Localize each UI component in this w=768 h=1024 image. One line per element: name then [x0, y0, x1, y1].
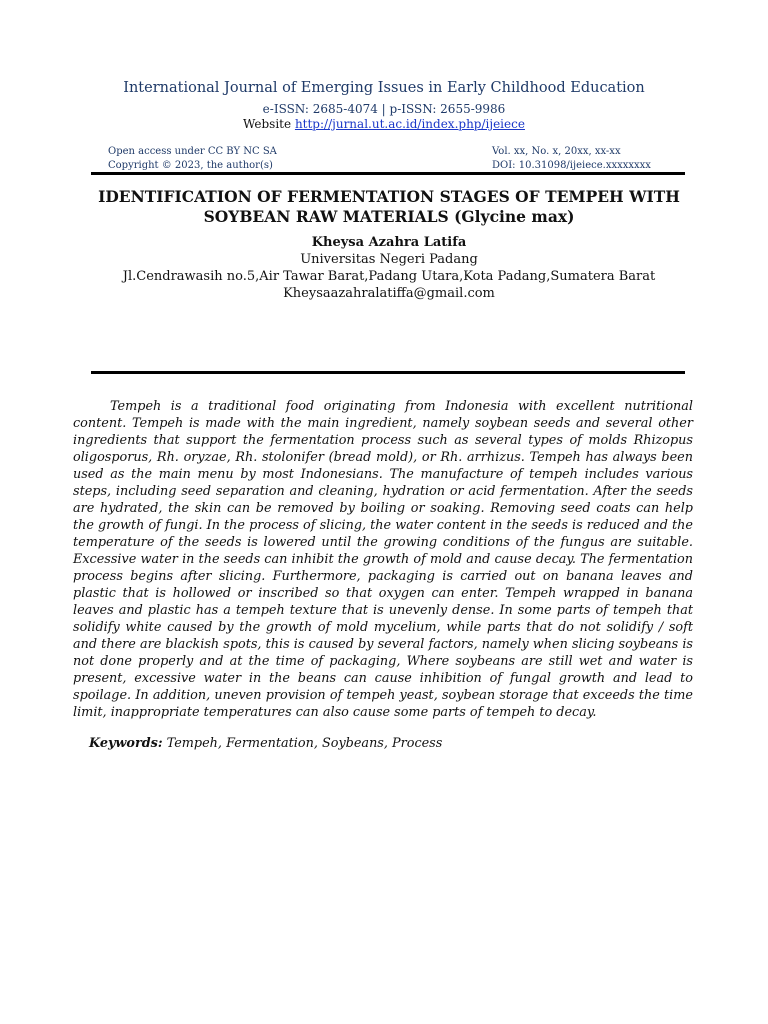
- journal-website: [0, 117, 768, 131]
- paper-title: [91, 187, 687, 227]
- website-label: Website: [243, 117, 292, 131]
- paper-title-line-1: IDENTIFICATION OF FERMENTATION STAGES OF TEMPEH WITH: [98, 187, 680, 206]
- keywords-label: Keywords:: [89, 736, 163, 751]
- website-link[interactable]: http://jurnal.ut.ac.id/index.php/ijeiece: [294, 117, 525, 131]
- journal-issn: e-ISSN: 2685-4074 | p-ISSN: 2655-9986: [262, 102, 506, 116]
- bottom-divider: [91, 371, 685, 374]
- license-text: Open access under CC BY NC SA: [108, 146, 277, 157]
- copyright-text: Copyright © 2023, the author(s): [108, 160, 273, 171]
- author-affiliation: Universitas Negeri Padang: [300, 252, 478, 267]
- author-block: [0, 234, 768, 302]
- author-address: Jl.Cendrawasih no.5,Air Tawar Barat,Padang Utara,Kota Padang,Sumatera Barat: [122, 269, 656, 284]
- paper-title-line-2: SOYBEAN RAW MATERIALS (Glycine max): [203, 207, 575, 226]
- keywords: [89, 736, 442, 751]
- license-block: [108, 145, 277, 173]
- author-email: Kheysaazahralatiffa@gmail.com: [283, 286, 495, 301]
- author-name: Kheysa Azahra Latifa: [311, 235, 467, 250]
- keywords-value: Tempeh, Fermentation, Soybeans, Process: [166, 736, 443, 751]
- abstract-text: Tempeh is a traditional food originating from Indonesia with excellent nutritional content. Tempeh is made with the main ingredient, namely soybean seeds and several other ingredients that support the fermentation process such as several types of molds Rhizopus oligosporus, Rh. oryzae, Rh. stolonifer (bread mold), or Rh. arrhizus. Tempeh has always been used as the main menu by most Indonesians. The manufacture of tempeh includes various steps, including seed separation and cleaning, hydration or acid fermentation. After the seeds are hydrated, the skin can be removed by boiling or soaking. Removing seed coats can help the growth of fungi. In the process of slicing, the water content in the seeds is reduced and the temperature of the seeds is lowered until the growing conditions of the fungus are suitable. Excessive water in the seeds can inhibit the growth of mold and cause decay. The fermentation process begins after slicing. Furthermore, packaging is carried out on banana leaves and plastic that is hollowed or inscribed so that oxygen can enter. Tempeh wrapped in banana leaves and plastic has a tempeh texture that is unevenly dense. In some parts of tempeh that solidify white caused by the growth of mold mycelium, while parts that do not solidify / soft and there are blackish spots, this is caused by several factors, namely when slicing soybeans is not done properly and at the time of packaging, Where soybeans are still wet and water is present, excessive water in the beans can cause inhibition of fungal growth and lead to spoilage. In addition, uneven provision of tempeh yeast, soybean storage that exceeds the time limit, inappropriate temperatures can also cause some parts of tempeh to decay.: [73, 399, 693, 720]
- journal-title: International Journal of Emerging Issues in Early Childhood Education: [123, 80, 645, 96]
- top-divider: [91, 172, 685, 175]
- volume-text: Vol. xx, No. x, 20xx, xx-xx: [492, 146, 621, 157]
- citation-block: [492, 145, 651, 173]
- doi-text: DOI: 10.31098/ijeiece.xxxxxxxx: [492, 160, 651, 171]
